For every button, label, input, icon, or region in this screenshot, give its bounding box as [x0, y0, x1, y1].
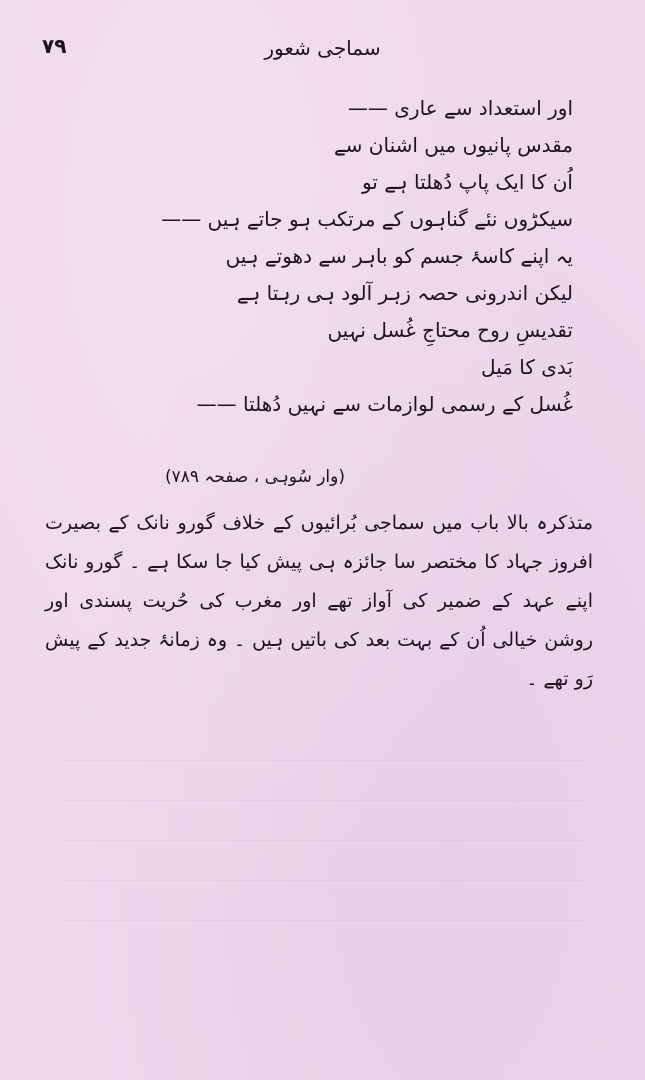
poem-line: غُسل کے رسمی لوازمات سے نہیں دُھلتا —— [196, 392, 573, 416]
show-through-line [60, 840, 585, 841]
source-citation: (وار سُوہی ، صفحہ ۷۸۹) [164, 467, 345, 487]
show-through-line [60, 800, 585, 801]
poem-line: اور استعداد سے عاری —— [347, 96, 573, 120]
poem-line: مقدس پانیوں میں اشنان سے [333, 133, 573, 157]
poem-line: بَدی کا مَیل [481, 355, 573, 379]
poem-line: تقدیسِ روح محتاجِ غُسل نہیں [327, 318, 573, 342]
poem-line: یہ اپنے کاسۂ جسم کو باہر سے دھوتے ہیں [225, 244, 573, 268]
show-through-line [60, 880, 585, 881]
body-paragraph: متذکرہ بالا باب میں سماجی بُرائیوں کے خلاف گورو نانک کے بصیرت افروز جہاد کا مختصر سا جائزہ ہی پیش کیا جا سکا ہے ۔ گورو نانک اپنے عہد کے ضمیر کی آواز تھے اور مغرب کی حُریت پسندی اور روشن خیالی اُن کے بہت بعد کی باتیں ہیں ۔ وہ زمانۂ جدید کے پیش رَو تھے ۔ [45, 512, 593, 690]
running-head: سماجی شعور [264, 36, 381, 60]
poem-line: سیکڑوں نئے گناہوں کے مرتکب ہو جاتے ہیں —— [161, 207, 573, 231]
page-number: ۷۹ [42, 34, 67, 58]
poem-line: لیکن اندرونی حصہ زہر آلود ہی رہتا ہے [236, 281, 573, 305]
poem-block [143, 90, 573, 423]
show-through-line [60, 760, 585, 761]
poem-line: اُن کا ایک پاپ دُھلتا ہے تو [361, 170, 573, 194]
show-through-line [60, 920, 585, 921]
